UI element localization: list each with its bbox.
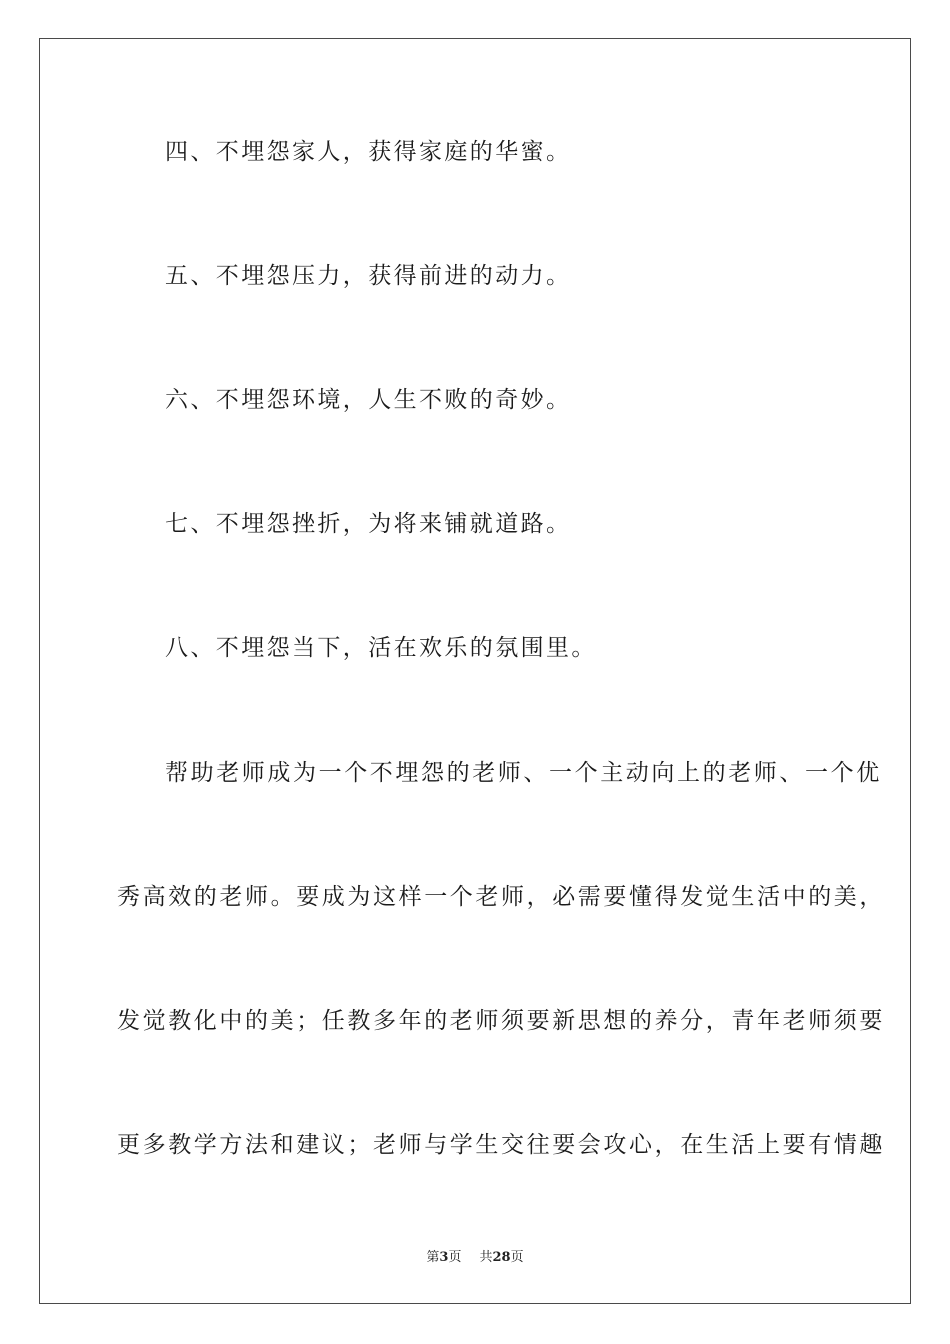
footer-total-number: 28 <box>492 1250 511 1265</box>
footer-page-prefix: 第 <box>426 1250 440 1265</box>
footer-page-number: 3 <box>439 1250 449 1265</box>
list-item: 八、不埋怨当下，活在欢乐的氛围里。 <box>165 635 597 661</box>
list-item: 五、不埋怨压力，获得前进的动力。 <box>165 263 572 289</box>
footer-total-prefix: 共 <box>479 1250 493 1265</box>
page-border <box>39 38 911 1304</box>
footer-page-suffix: 页 <box>448 1250 462 1265</box>
list-item: 四、不埋怨家人，获得家庭的华蜜。 <box>165 139 572 165</box>
paragraph-line: 帮助老师成为一个不埋怨的老师、一个主动向上的老师、一个优 <box>165 760 882 786</box>
list-item: 六、不埋怨环境，人生不败的奇妙。 <box>165 387 572 413</box>
footer-total-suffix: 页 <box>510 1250 524 1265</box>
list-item: 七、不埋怨挫折，为将来铺就道路。 <box>165 511 572 537</box>
paragraph-line: 发觉教化中的美；任教多年的老师须要新思想的养分，青年老师须要 <box>117 1008 885 1034</box>
page-footer <box>0 1249 950 1267</box>
paragraph-line: 更多教学方法和建议；老师与学生交往要会攻心，在生活上要有情趣 <box>117 1132 885 1158</box>
paragraph-line: 秀高效的老师。要成为这样一个老师，必需要懂得发觉生活中的美， <box>117 884 885 910</box>
